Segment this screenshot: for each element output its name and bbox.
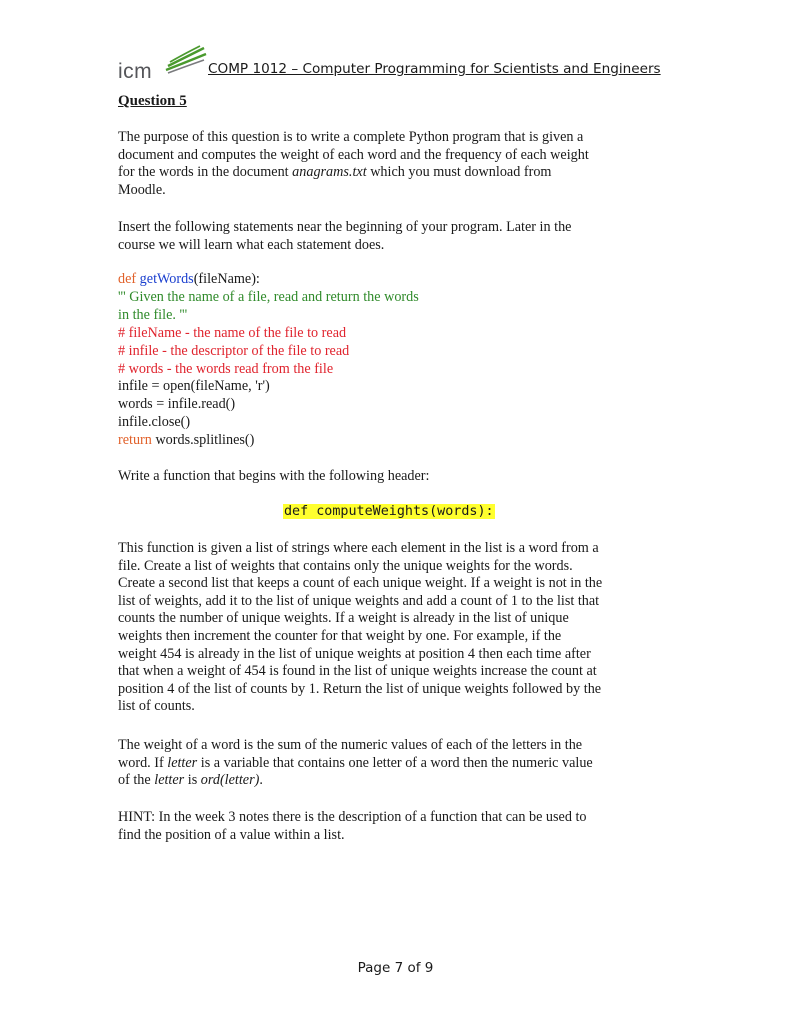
question-title: Question 5 [118,93,187,109]
description-line: This function is given a list of strings where each element in the list is a word from a [118,540,599,556]
comment-line: # words - the words read from the file [118,360,334,377]
intro-text: for the words in the document [118,164,293,181]
docstring-line: in the file. ''' [118,306,188,323]
weight-text: of the [118,772,155,789]
logo-swoosh-icon [164,44,208,74]
hint-line: find the position of a value within a list. [118,826,345,843]
function-header-code: def computeWeights(words): [284,504,494,519]
write-function-text: Write a function that begins with the following header: [118,468,430,484]
logo-text: icm [118,60,153,83]
function-name: getWords [139,271,194,287]
insert-paragraph [118,219,676,254]
comment-line: # fileName - the name of the file to read [118,324,347,341]
intro-paragraph [118,129,676,199]
description-line: list of weights, add it to the list of unique weights and add a count of 1 to the list that [118,592,600,609]
hint-line: HINT: In the week 3 notes there is the description of a function that can be used to [118,809,587,825]
code-line-def [118,271,419,289]
code-block [118,271,419,450]
weight-paragraph [118,737,676,790]
page-number: Page 7 of 9 [357,960,434,976]
intro-text: which you must download from [366,164,552,181]
weight-line: The weight of a word is the sum of the numeric values of each of the letters in the [118,737,583,753]
docstring-line: ''' Given the name of a file, read and return the words [118,288,419,305]
description-line: file. Create a list of weights that contains only the unique weights for the words. [118,557,573,574]
intro-line: document and computes the weight of each word and the frequency of each weight [118,146,589,163]
description-line: that when a weight of 454 is found in the list of unique weights increase the count at [118,663,597,680]
weight-line [118,772,676,790]
description-line: position 4 of the list of counts by 1. Return the list of unique weights followed by the [118,680,602,697]
return-expr: words.splitlines() [155,432,255,449]
description-line: Create a second list that keeps a count of each unique weight. If a weight is not in the [118,575,603,592]
intro-line: The purpose of this question is to write a complete Python program that is given a [118,129,584,145]
code-line: infile.close() [118,414,191,431]
description-line: counts the number of unique weights. If a weight is already in the list of unique [118,610,569,627]
weight-text: is [184,772,201,789]
code-line-return [118,432,419,450]
description-line: weight 454 is already in the list of unique weights at position 4 then each time after [118,645,591,662]
description-line: list of counts. [118,698,195,715]
code-line: words = infile.read() [118,396,236,413]
hint-paragraph [118,809,676,844]
comment-line: # infile - the descriptor of the file to read [118,342,350,359]
weight-text: . [259,772,263,789]
weight-line [118,755,676,773]
description-paragraph [118,540,676,716]
page-header [118,44,661,84]
keyword: def [118,271,140,287]
keyword: return [118,432,156,449]
weight-text: is a variable that contains one letter of a word then the numeric value [197,754,593,771]
insert-line: Insert the following statements near the beginning of your program. Later in the [118,219,572,235]
weight-text: word. If [118,754,168,771]
intro-line: Moodle. [118,181,166,198]
letter-var: letter [167,754,198,771]
intro-line [118,164,676,182]
code-line: infile = open(fileName, 'r') [118,378,270,395]
course-title: COMP 1012 – Computer Programming for Scientists and Engineers [208,61,661,77]
signature: (fileName): [193,271,260,287]
ord-expr: ord(letter) [200,772,260,789]
letter-var: letter [154,772,185,789]
file-name: anagrams.txt [292,164,367,181]
description-line: weights then increment the counter for that weight by one. For example, if the [118,627,562,644]
insert-line: course we will learn what each statement does. [118,236,385,253]
icm-logo [118,44,210,84]
